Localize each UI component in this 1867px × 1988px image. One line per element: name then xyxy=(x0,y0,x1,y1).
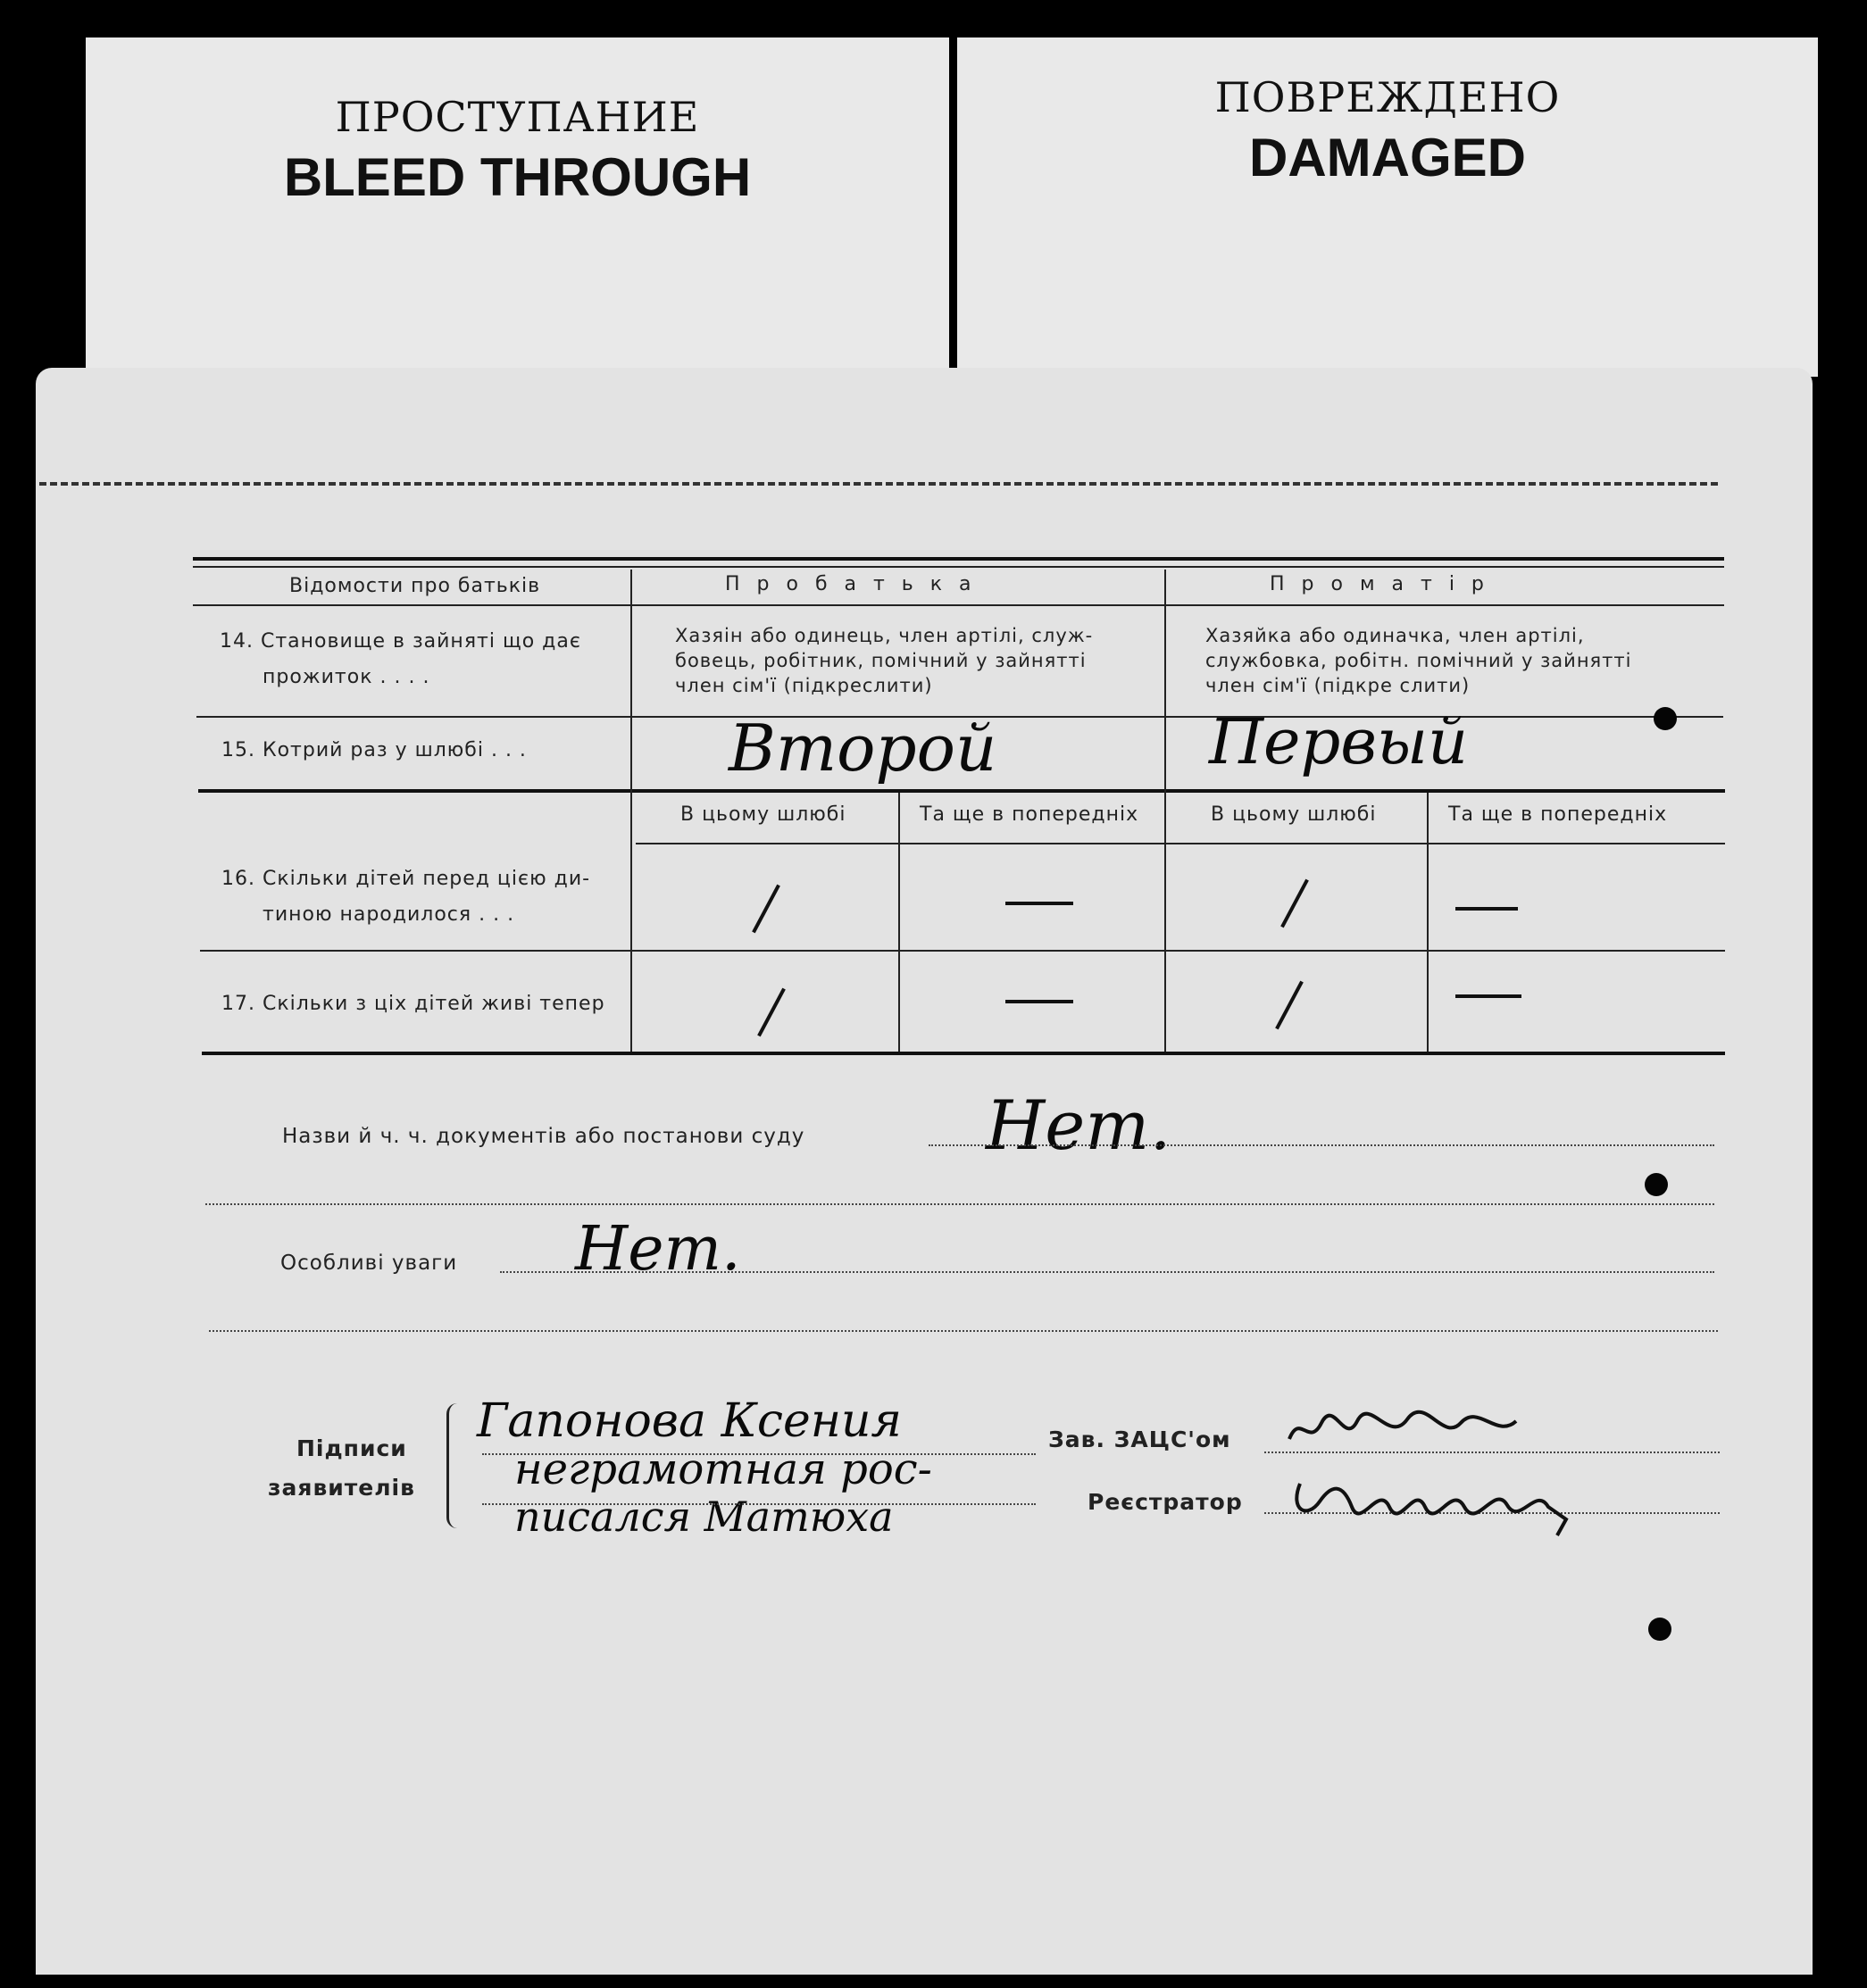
bleed-through-label-en: BLEED THROUGH xyxy=(283,147,752,207)
applicant-signature-line1: Гапонова Ксения xyxy=(477,1394,902,1448)
form-sheet xyxy=(36,368,1813,1975)
bleed-through-card xyxy=(86,37,949,377)
row17-father-this-mark xyxy=(757,988,786,1037)
damaged-card xyxy=(957,37,1818,377)
row17-label: 17. Скільки з ціх дітей живі тепер xyxy=(221,993,605,1015)
row17-father-prev-mark xyxy=(1005,1000,1073,1003)
table-top-rule-2 xyxy=(193,566,1724,568)
table-bottom-rule xyxy=(202,1052,1725,1055)
registrar-label: Реєстратор xyxy=(1088,1489,1243,1515)
col-divider-father-sub xyxy=(898,793,900,1052)
remarks-dotted-line xyxy=(500,1271,1714,1273)
row16-label-line1: 16. Скільки дітей перед цією ди- xyxy=(221,868,591,890)
row16-father-this-mark xyxy=(752,885,780,934)
signatures-brace xyxy=(446,1403,467,1528)
row17-mother-this-mark xyxy=(1275,981,1304,1030)
applicant-signature-line2: неграмотная рос- xyxy=(514,1444,932,1494)
applicant-dotted-line-1 xyxy=(482,1453,1036,1455)
remarks-dotted-line-2 xyxy=(209,1330,1718,1332)
head-zags-label: Зав. ЗАЦС'ом xyxy=(1048,1427,1231,1452)
row15-father-value: Второй xyxy=(729,711,997,786)
col-divider-1 xyxy=(630,570,632,1052)
header-father: П р о б а т ь к а xyxy=(725,573,977,595)
applicant-dotted-line-2 xyxy=(482,1503,1036,1505)
row15-bottom-rule xyxy=(198,789,1725,793)
row16-label-line2: тиною народилося . . . xyxy=(263,903,515,926)
registrar-signature xyxy=(1289,1466,1584,1537)
signatures-label-line1: Підписи xyxy=(296,1435,407,1461)
documents-value: Нет. xyxy=(986,1085,1171,1165)
row14-label-line2: прожиток . . . . xyxy=(263,666,430,688)
documents-dotted-line xyxy=(929,1144,1714,1146)
documents-dotted-line-2 xyxy=(205,1203,1714,1205)
punch-hole xyxy=(1654,707,1677,730)
perforation-line xyxy=(39,482,1718,486)
row16-bottom-rule xyxy=(200,950,1725,952)
col-divider-mother-sub xyxy=(1427,793,1429,1052)
damaged-label-ru: ПОВРЕЖДЕНО xyxy=(1214,73,1561,121)
subheader-bottom-rule xyxy=(636,843,1725,844)
row14-mother-options: Хазяйка або одиначка, член артілі, службовка, робітн. помічний у зайнятті член сім'ї (підкре слити) xyxy=(1205,625,1632,696)
row14-label-line1: 14. Становище в зайняті що дає xyxy=(220,630,581,653)
punch-hole xyxy=(1648,1618,1671,1641)
punch-hole xyxy=(1645,1173,1668,1196)
row16-mother-this-mark xyxy=(1280,879,1309,928)
col-divider-2 xyxy=(1164,570,1166,1052)
remarks-label: Особливі уваги xyxy=(280,1252,458,1275)
row15-label: 15. Котрий раз у шлюбі . . . xyxy=(221,739,527,761)
documents-label: Назви й ч. ч. документів або постанови суду xyxy=(282,1125,805,1148)
row14-father-options: Хазяін або одинець, член артілі, служ- бовець, робітник, помічний у зайнятті член сім'ї (підкреслити) xyxy=(675,625,1094,696)
head-zags-signature xyxy=(1282,1403,1523,1457)
signatures-label-line2: заявителів xyxy=(268,1475,415,1501)
header-bottom-rule xyxy=(193,604,1724,606)
damaged-label-en: DAMAGED xyxy=(1249,128,1526,187)
subheader-father-this: В цьому шлюбі xyxy=(680,803,846,826)
bleed-through-label-ru: ПРОСТУПАНИЕ xyxy=(335,93,700,141)
subheader-mother-this: В цьому шлюбі xyxy=(1211,803,1377,826)
header-parents-info: Відомости про батьків xyxy=(289,575,541,597)
subheader-father-prev: Та ще в попередніх xyxy=(920,803,1139,826)
applicant-signature-line3: писался Матюха xyxy=(514,1493,894,1541)
row16-mother-prev-mark xyxy=(1455,907,1518,911)
remarks-value: Нет. xyxy=(575,1214,741,1285)
table-top-rule xyxy=(193,557,1724,561)
row15-mother-value: Первый xyxy=(1209,705,1469,778)
row16-father-prev-mark xyxy=(1005,902,1073,905)
subheader-mother-prev: Та ще в попередніх xyxy=(1448,803,1668,826)
row17-mother-prev-mark xyxy=(1455,994,1521,998)
header-mother: П р о м а т і р xyxy=(1270,573,1489,595)
